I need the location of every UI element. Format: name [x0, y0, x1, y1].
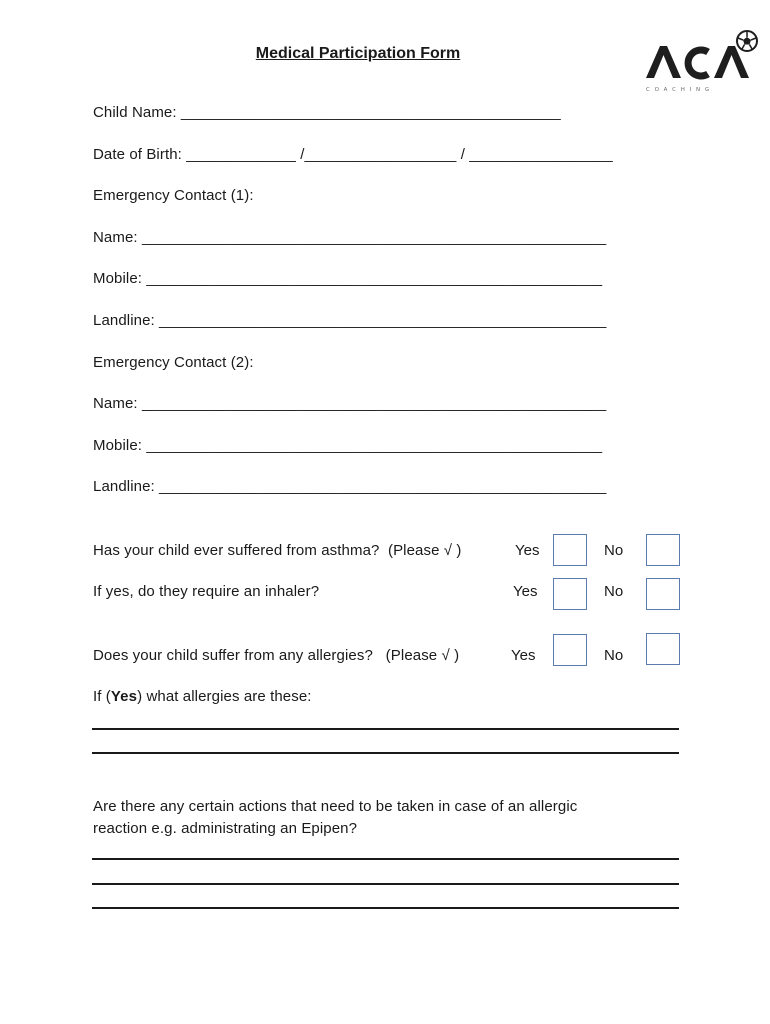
- contact-2-landline-field[interactable]: Landline: _____________________________________________________: [93, 478, 607, 495]
- inhaler-yes-checkbox[interactable]: [553, 578, 587, 610]
- asthma-question: Has your child ever suffered from asthma? (Please √ ): [93, 542, 462, 559]
- asthma-yes-checkbox[interactable]: [553, 534, 587, 566]
- logo-wordmark: [646, 46, 749, 78]
- inhaler-no-checkbox[interactable]: [646, 578, 680, 610]
- child-name-field[interactable]: Child Name: _____________________________________________: [93, 104, 561, 121]
- asthma-no-label: No: [604, 542, 624, 559]
- allergies-answer-line-2[interactable]: [92, 752, 679, 754]
- actions-answer-line-1[interactable]: [92, 858, 679, 860]
- allergies-no-label: No: [604, 647, 624, 664]
- allergies-yes-checkbox[interactable]: [553, 634, 587, 666]
- contact-2-name-field[interactable]: Name: _______________________________________________________: [93, 395, 607, 412]
- contact-1-landline-field[interactable]: Landline: _____________________________________________________: [93, 312, 607, 329]
- asthma-yes-label: Yes: [515, 542, 540, 559]
- inhaler-question: If yes, do they require an inhaler?: [93, 583, 320, 600]
- emergency-contact-1-heading: Emergency Contact (1):: [93, 187, 254, 204]
- contact-2-mobile-field[interactable]: Mobile: ______________________________________________________: [93, 437, 603, 454]
- emergency-contact-2-heading: Emergency Contact (2):: [93, 354, 254, 371]
- asthma-no-checkbox[interactable]: [646, 534, 680, 566]
- allergies-no-checkbox[interactable]: [646, 633, 680, 665]
- actions-answer-line-2[interactable]: [92, 883, 679, 885]
- inhaler-yes-label: Yes: [513, 583, 538, 600]
- inhaler-no-label: No: [604, 583, 624, 600]
- allergies-answer-line-1[interactable]: [92, 728, 679, 730]
- contact-1-mobile-field[interactable]: Mobile: ______________________________________________________: [93, 270, 603, 287]
- allergies-question: Does your child suffer from any allergies? (Please √ ): [93, 647, 460, 664]
- date-of-birth-field[interactable]: Date of Birth: _____________ /__________________ / _________________: [93, 146, 613, 163]
- actions-answer-line-3[interactable]: [92, 907, 679, 909]
- football-icon: [737, 31, 757, 51]
- allergies-which-label: If (Yes) what allergies are these:: [93, 688, 312, 705]
- allergies-yes-label: Yes: [511, 647, 536, 664]
- contact-1-name-field[interactable]: Name: _______________________________________________________: [93, 229, 607, 246]
- actions-question-line-1: Are there any certain actions that need to be taken in case of an allergic: [93, 798, 578, 815]
- actions-question-line-2: reaction e.g. administrating an Epipen?: [93, 820, 358, 837]
- logo-subtitle: C O A C H I N G: [646, 87, 711, 93]
- form-title: Medical Participation Form: [255, 45, 461, 62]
- aca-coaching-logo: [640, 28, 760, 98]
